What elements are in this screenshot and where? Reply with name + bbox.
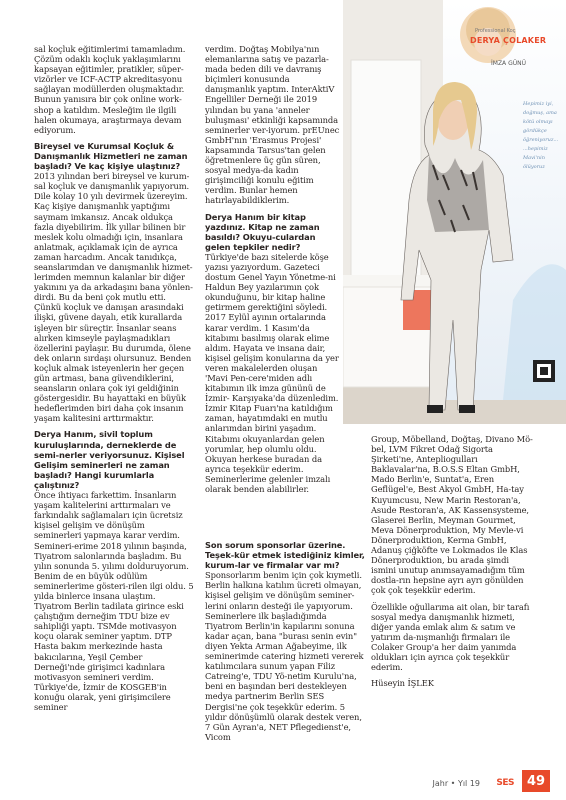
- article-column-2: [205, 44, 340, 500]
- author-name: Hüseyin İŞLEK: [371, 678, 434, 689]
- article-column-2-lower: [205, 534, 365, 748]
- question-3: Derya Hanım bir kitap yazdınız. Kitap ne zaman basıldı? Okuyu-culardan gelen tepkiler nedir?: [205, 211, 320, 252]
- magazine-logo: SES: [496, 778, 514, 788]
- portrait-photo: [343, 0, 566, 424]
- banner-text: Hepimiz iyi, doğmuş, ama kötü olmayı gördükçe öğreniyoruz... ...hepimiz Mavi'nin ölüyoruz: [523, 101, 559, 170]
- issue-label: Jahr • Yıl 19: [432, 779, 480, 788]
- answer-3: Türkiye'de bazı sitelerde köşe yazısı yazıyordum. Gazeteci dostum Genel Yayın Yönetme-ni Haldun Bey yazılarımın çok okunduğunu, bir kitap haline getirmem gerektiğini söyledi. 2017 Eylül ayının ortalarında karar verdim. 1 Kasım'da kitabımı basılmış olarak elime aldım. Hayata ve insana dair, kişisel gelişim konularına da yer veren makalelerden oluşan 'Mavi Pen-cere'miden adlı kitabımın ilk imza gününü de İzmir- Karşıyaka'da düzenledim. İzmir Kitap Fuarı'na katıldığım zaman, hayatımdaki en mutlu anlarımdan birini yaşadım. Kitabımı okuyanlardan gelen yorumlar, hep olumlu oldu. Okuyan herkese buradan da ayrıca teşekkür ederim. Seminerlerime gelenler imzalı olarak benden alabilirler.: [205, 251, 339, 495]
- question-2: Derya Hanım, sivil toplum kuruluşlarında, derneklerde de semi-nerler veriyorsunuz. Kişisel Gelişim seminerleri ne zaman başladı? Hangi kurumlarla çalıştınız?: [34, 429, 185, 490]
- answer-4: Sponsorlarım benim için çok kıymetli. Berlin halkına katılım ücreti olmayan, kişisel gelişim ve dönüşüm seminer-lerini onların desteği ile yapıyorum. Seminerlere ilk başladığımda Tiyatrom Berlin'in kapılarını sonuna kadar açan, bana "burası senin evin" diyen Yekta Arman Ağabeyime, ilk seminerimde catering hizmeti vererek katılımcılara sunum yapan Filiz Catreing'e, TDU Yö-netim Kurulu'na, beni en başından beri destekleyen medya partnerim Berlin SES Dergisi'ne çok teşekkür ederim. 5 yıldır dönüşümlü olarak destek veren, 7 Gün Ayran'a, NET Pflegedienst'e, Vicom: [205, 570, 364, 742]
- intro-paragraph: sal koçluk eğitimlerimi tamamladım. Çözüm odaklı koçluk yaklaşımlarını kapsayan eğitimler, pratikler, süper-vizörler ve ICF-ACTP akreditasyonu sağlayan modüllerden oluşmaktadır. Bunun yanısıra bir çok online work-shop a katıldım. Mesleğim ile ilgili halen okumaya, araştırmaya devam ediyorum.: [34, 44, 186, 135]
- banner-name: DERYA ÇOLAKER: [470, 36, 547, 45]
- page-number: 49: [522, 770, 550, 792]
- article-column-1: [34, 44, 194, 718]
- page-footer: [0, 764, 566, 800]
- answer-1: 2013 yılından beri bireysel ve kurum-sal koçluk ve danışmanlık yapıyorum. Dile kolay 10 yılı devirmek üzereyim. Kaç kişiye danışmanlık yaptığımı saymam imkansız. Ancak oldukça fazla diyebilirim. İlk yıllar bilinen bir meslek kolu olmadığı için, insanlara anlatmak, açıklamak için de ayrıca zaman harcadım. Ancak tanıdıkça, seanslarımdan ve danışmanlık hizmet-lerimden memnun kalanlar bir diğer yakınını ya da arkadaşını bana yönlen-dirdi. Bu da beni çok mutlu etti. Çünkü koçluk ve danışan arasındaki ilişki, güvene dayalı, etik kurallarda işleyen bir süreçtir. İnsanlar seans alırken kimseyle paylaşmadıkları özellerini paylaşır. Bu durumda, ölene dek onların sırdaşı olursunuz. Benden koçluk almak isteyenlerin her geçen gün artması, bana güvendiklerini, seansların onlara çok iyi geldiğinin göstergesidir. Bu hayattaki en büyük hedeflerimden biri daha çok insanın yaşam kalitesini arttırmaktır.: [34, 171, 193, 424]
- answer-2-continued: verdim. Doğtaş Mobilya'nın elemanlarına satış ve pazarla-mada beden dili ve davranış biçimleri konusunda danışmanlık yaptım. InterAktiV Engelliler Derneği ile 2019 yılından bu yana 'anneler buluşması' etkinliği kapsamında seminerler ver-iyorum. prEUnec GmbH'nın 'Erasmus Projesi' kapsamında Tarsus'tan gelen öğretmenlere üç gün süren, sosyal medya-da kadın girişimciliği konulu eğitim verdim. Bunlar hemen hatırlayabildiklerim.: [205, 44, 340, 206]
- portrait-illustration: [343, 0, 566, 424]
- banner-sub: İMZA GÜNÜ: [491, 60, 526, 67]
- thanks-paragraph: Özellikle oğullarıma ait olan, bir tarafı sosyal medya danışmanlık hizmeti, diğer yanda emlak alım & satım ve yatırım da-nışmanlığı firmaları ile Colaker Group'a her daim yanımda oldukları için ayrıca çok teşekkür ederim.: [371, 601, 530, 673]
- question-4: Son sorum sponsorlar üzerine. Teşek-kür etmek istediğiniz kimler, kurum-lar ve firmalar var mı?: [205, 540, 365, 571]
- answer-4-continued: Group, Möbelland, Doğtaş, Divano Mö-bel, LVM Fikret Odağ Sigorta Şirketi'ne, Antepliogulları Baklavalar'na, B.O.S.S Eltan GmbH, Mado Berlin'e, Suntat'a, Eren Geflügel'e, Best Akyol GmbH, Ha-tay Kuyumcusu, New Marin Restoran'a, Asude Restoran'a, AK Kassensysteme, Glaserei Berlin, Meyman Gourmet, Meva Dönerproduktion, My Mevle-vi Dönerproduktion, Kerma GmbH, Adanuş çiğköfte ve Lokmados ile Klas Dönerproduktion, bu arada şimdi ismini unutup anımsayamadığım tüm dostla-rın hepsine ayrı ayrı gönülden çok çok teşekkür ederim.: [371, 434, 533, 596]
- question-1: Bireysel ve Kurumsal Koçluk & Danışmanlık Hizmetleri ne zaman başladı? Ve kaç kişiye ulaştınız?: [34, 140, 188, 172]
- article-column-3: [371, 434, 533, 694]
- banner-small: Professional Koç: [475, 28, 516, 34]
- answer-2: Önce ihtiyacı farkettim. İnsanların yaşam kalitelerini arttırmaları ve farkındalık sağlamaları için ücretsiz kişisel gelişim ve dönüşüm seminerleri yapmaya karar verdim. Semineri-erime 2018 yılının başında, Tiyatrom salonlarında başladım. Bu yılın sonunda 5. yılımı dolduruyorum. Benim de en büyük odülüm seminerlerime gösteri-rilen ilgi oldu. 5 yılda binlerce insana ulaştım. Tiyatrom Berlin tadilata girince eski çalıştığım derneğim TDU bize ev sahipliği yaptı. TSMde motivasyon koçu olarak seminer yaptım. DTP Hasta bakım merkezinde hasta bakıcılarına, Yeşil Çember Derneği'nde girişimci kadınlara motivasyon semineri verdim. Türkiye'de, İzmir de KOSGEB'in konuğu olarak, yeni girişimcilere seminer: [34, 490, 194, 712]
